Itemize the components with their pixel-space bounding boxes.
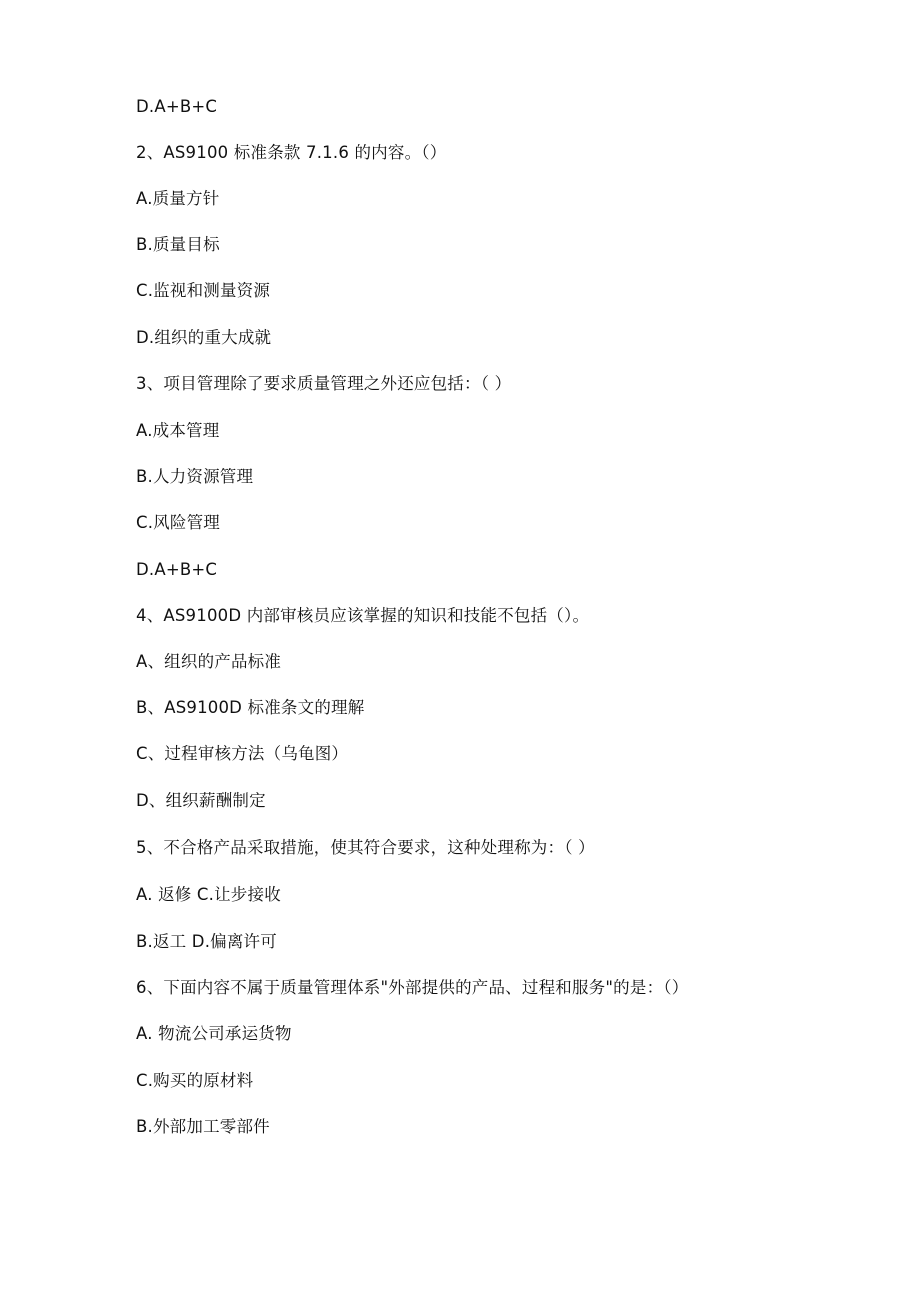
answer-option-line: D.A+B+C [136, 97, 218, 116]
answer-option-line: C、过程审核方法（乌龟图） [136, 744, 349, 763]
question-5: 5、不合格产品采取措施，使其符合要求，这种处理称为：（ ） [136, 838, 595, 857]
answer-option-line: D、组织薪酬制定 [136, 791, 266, 810]
answer-option-line: A、组织的产品标准 [136, 652, 282, 671]
question-2: 2、AS9100 标准条款 7.1.6 的内容。（） [136, 143, 447, 162]
answer-option-line: B.外部加工零部件 [136, 1117, 270, 1136]
question-3: 3、项目管理除了要求质量管理之外还应包括：（ ） [136, 374, 512, 393]
answer-option-line: B.人力资源管理 [136, 467, 254, 486]
answer-option-line: A.成本管理 [136, 421, 220, 440]
answer-option-line: A.质量方针 [136, 189, 220, 208]
question-4: 4、AS9100D 内部审核员应该掌握的知识和技能不包括（）。 [136, 606, 590, 625]
answer-option-line: A. 返修 C.让步接收 [136, 885, 281, 904]
answer-option-line: C.购买的原材料 [136, 1071, 254, 1090]
answer-option-line: C.监视和测量资源 [136, 281, 271, 300]
answer-option-line: B.返工 D.偏离许可 [136, 932, 277, 951]
answer-option-line: C.风险管理 [136, 513, 220, 532]
answer-option-line: D.A+B+C [136, 560, 218, 579]
answer-option-line: A. 物流公司承运货物 [136, 1024, 292, 1043]
answer-option-line: D.组织的重大成就 [136, 328, 272, 347]
question-6: 6、下面内容不属于质量管理体系"外部提供的产品、过程和服务"的是：（） [136, 978, 689, 997]
answer-option-line: B.质量目标 [136, 235, 220, 254]
answer-option-line: B、AS9100D 标准条文的理解 [136, 698, 365, 717]
